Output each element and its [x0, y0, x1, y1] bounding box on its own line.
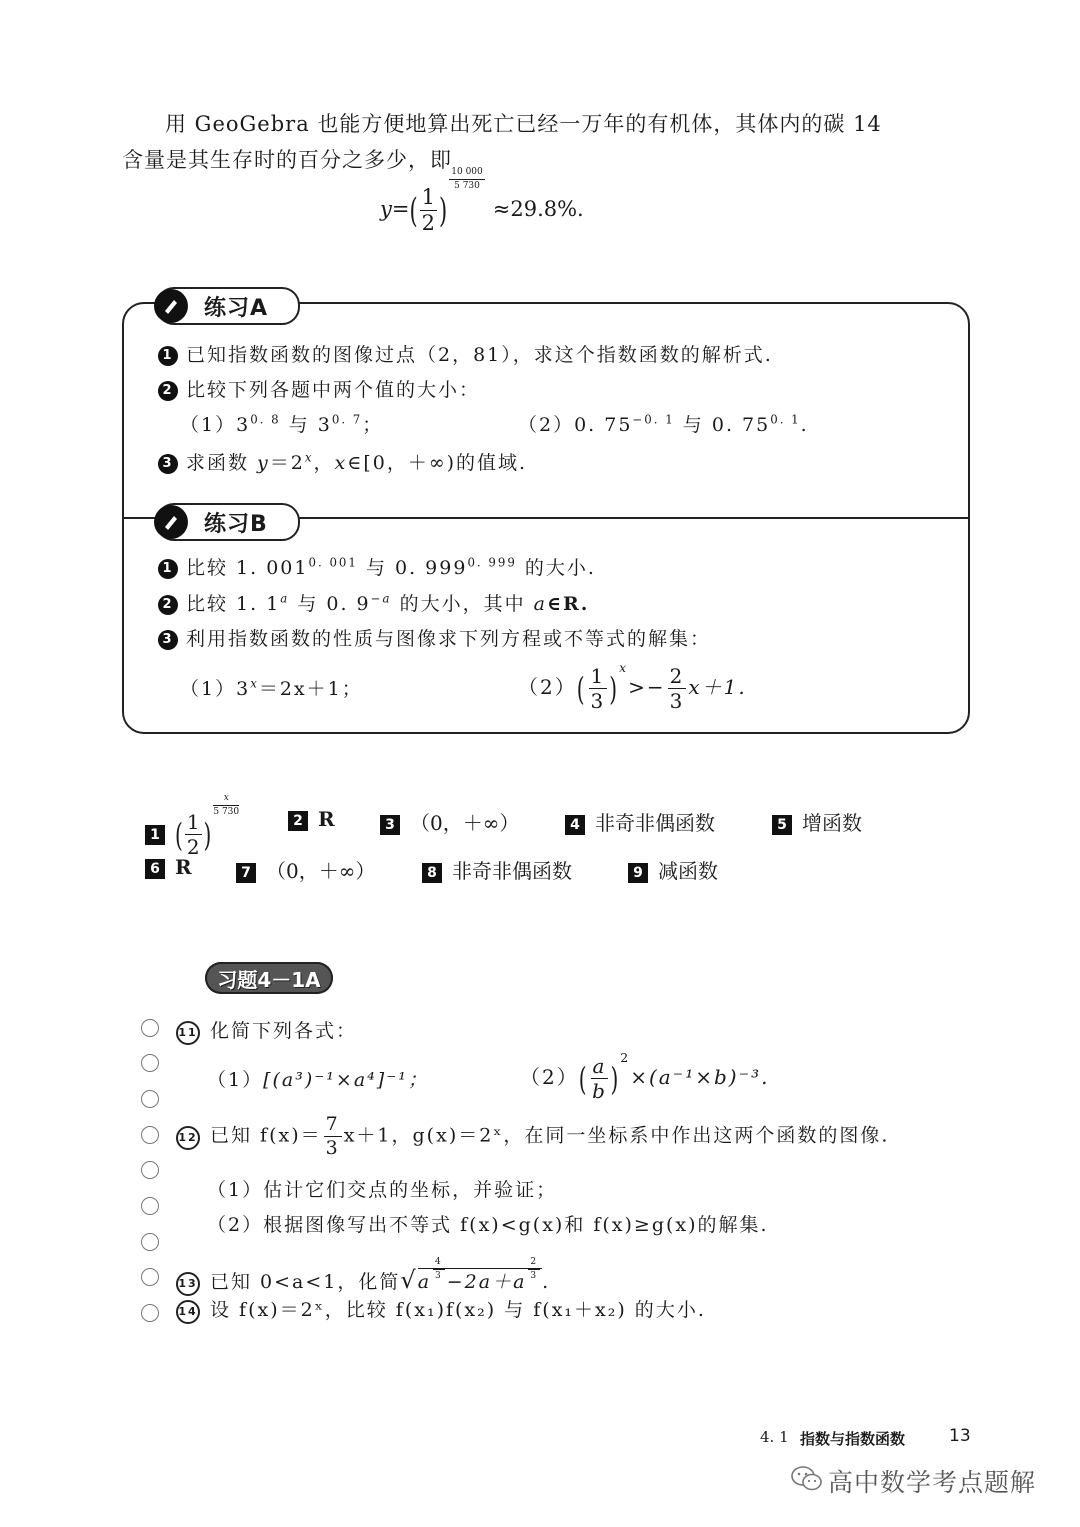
intro-formula: y=( $\frac{1}{2}$ ) $\frac{10 000}{5 730}$ ≈29.8%.: [380, 167, 584, 235]
exercise-1-2: （2）( $\frac{a}{b}$ )$^2$×(a⁻¹×b)⁻³.: [520, 1050, 770, 1103]
practice-a-q2-1: $(1)3^{0. 8}$ 与 $3^{0. 7}$；: [180, 412, 384, 436]
exercise-4: 14 设 f(x)＝2ˣ，比较 f(x₁)f(x₂) 与 f(x₁＋x₂) 的大小.: [176, 1295, 706, 1324]
exercise-2-2: （2）根据图像写出不等式 f(x)<g(x)和 f(x)≥g(x)的解集.: [207, 1214, 769, 1236]
answer-5: 5 增函数: [772, 807, 862, 836]
watermark: [790, 1463, 1036, 1499]
pencil-icon: [154, 289, 188, 323]
practice-b-q2: 2 比较 1. 1$^a$ 与 0. $9^{-a}$ 的大小，其中 a∈R.: [158, 589, 589, 616]
formula-base-den: 2: [421, 211, 436, 235]
practice-b-tab: [156, 503, 300, 541]
answer-6: 6 R: [145, 855, 192, 879]
bullet-3: 3: [158, 454, 178, 474]
formula-base-num: 1: [421, 185, 436, 209]
answer-4: 4 非奇非偶函数: [565, 807, 715, 836]
answer-8: 8 非奇非偶函数: [422, 855, 572, 884]
practice-a-tab: [156, 287, 300, 325]
bullet-3: 3: [158, 630, 178, 650]
footer-section: 4. 1: [760, 1428, 789, 1446]
exercise-1-1: （1）[(a³)⁻¹×a⁴]⁻¹；: [207, 1069, 429, 1091]
practice-a-q2: [158, 375, 480, 402]
answer-3: 3 （0，＋∞）: [380, 807, 519, 836]
footer-title: 指数与指数函数: [800, 1430, 906, 1448]
binder-hole: [141, 1197, 159, 1215]
practice-a-q2-2: （2）0. $75^{-0. 1}$ 与 0. $75^{0. 1}$.: [518, 412, 809, 436]
exercise-3: 13 已知 0<a<1，化简√a $\frac{4}{3}$ −2a＋a $\frac{2}{3}$ .: [176, 1258, 550, 1296]
bullet-2: 2: [158, 381, 178, 401]
bullet-1: 1: [158, 559, 178, 579]
binder-hole: [141, 1268, 159, 1286]
binder-hole: [141, 1304, 159, 1322]
pencil-icon: [154, 505, 188, 539]
wechat-icon: [790, 1465, 824, 1497]
binder-hole: [141, 1126, 159, 1144]
formula-exp-num: 10 000: [449, 168, 485, 180]
practice-b-q3-2: （2）( $\frac{1}{3}$ )$^x$>− $\frac{2}{3}$ x＋1.: [518, 660, 747, 713]
practice-a-q2-text: 比较下列各题中两个值的大小：: [186, 379, 481, 401]
practice-b-q1: 1 比较 1. $001^{0. 001}$ 与 0. $999^{0. 999}$ 的大小.: [158, 553, 596, 580]
binder-hole: [141, 1233, 159, 1251]
answer-2: 2 R: [288, 807, 335, 831]
bullet-2: 2: [158, 595, 178, 615]
binder-hole: [141, 1090, 159, 1108]
answer-1: 1 ( $\frac{1}{2}$ ) $\frac{x}{5 730}$: [145, 794, 241, 857]
exercise-2-1: （1）估计它们交点的坐标，并验证；: [207, 1179, 558, 1201]
exercise-title: 习题4－1A: [205, 962, 333, 994]
bullet-1: 1: [158, 346, 178, 366]
formula-exp-den: 5 730: [454, 181, 480, 191]
practice-b-q3-1: $(1)3^x=2x+1$；: [180, 676, 363, 700]
binder-hole: [141, 1161, 159, 1179]
formula-lhs: y=: [380, 197, 410, 221]
watermark-text: 高中数学考点题解: [828, 1468, 1037, 1497]
practice-a-q3: 3 求函数 $y=2^x$，x∈[0，＋∞)的值域.: [158, 448, 527, 475]
intro-line-2: 含量是其生存时的百分之多少，即: [122, 148, 452, 172]
intro-line-1: 用 GeoGebra 也能方便地算出死亡已经一万年的有机体，其体内的碳 14: [165, 112, 882, 136]
exercise-2: 12 已知 f(x)＝ $\frac{7}{3}$ x＋1，g(x)＝2ˣ，在同一坐标系中作出这两个函数的图像.: [176, 1115, 889, 1158]
practice-a-q1-text: 已知指数函数的图像过点（2，81），求这个指数函数的解析式.: [186, 344, 773, 366]
practice-b-q3: 3 利用指数函数的性质与图像求下列方程或不等式的解集：: [158, 624, 711, 651]
binder-hole: [141, 1054, 159, 1072]
exercise-1: 11 化简下列各式：: [176, 1016, 357, 1045]
practice-a-title: 练习A: [204, 295, 269, 321]
page-number: 13: [949, 1426, 971, 1446]
binder-hole: [141, 1019, 159, 1037]
formula-rhs: ≈29.8%.: [492, 197, 584, 221]
answer-7: 7 （0，＋∞）: [236, 855, 375, 884]
practice-b-title: 练习B: [204, 511, 268, 537]
answer-9: 9 减函数: [628, 855, 718, 884]
practice-a-q1: [158, 340, 773, 367]
